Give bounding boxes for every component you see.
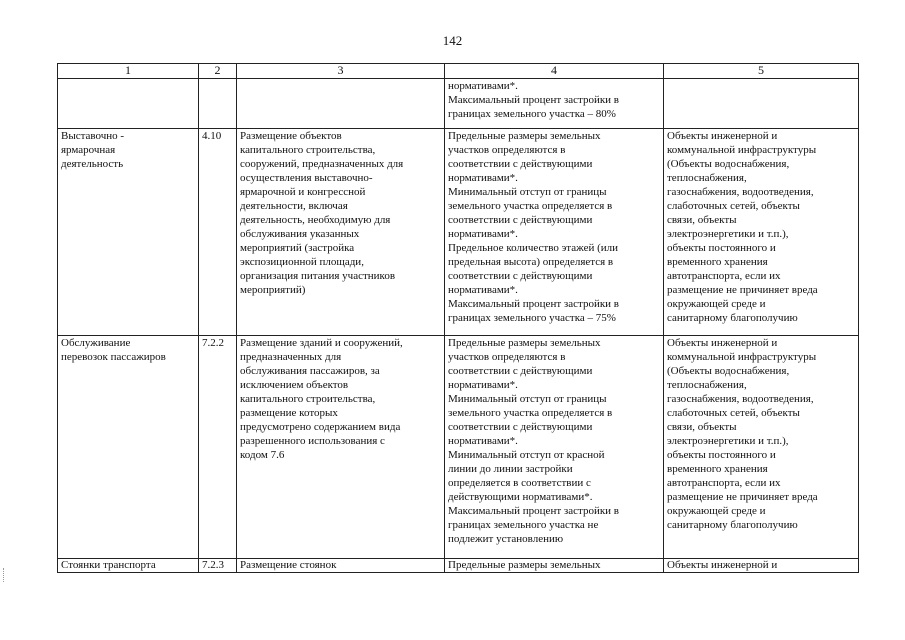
cell-text-line: нормативами*. (448, 284, 518, 296)
page-number: 142 (442, 33, 463, 48)
cell-text-line: Стоянки транспорта (61, 559, 156, 571)
cell-text-line: Предельные размеры земельных (448, 559, 601, 571)
cell-text-line: связи, объекты (667, 214, 737, 226)
cell-text-line: Объекты инженерной и (667, 130, 778, 142)
cell-text-line: 7.2.2 (202, 337, 224, 349)
cell-text-line: Предельные размеры земельных (448, 337, 601, 349)
cell-text-line: 7.2.3 (202, 559, 224, 571)
cell-text-line: Максимальный процент застройки в (448, 94, 619, 106)
cell-text-line: границах земельного участка – 75% (448, 312, 616, 324)
cell-auxiliary-uses (664, 79, 859, 129)
cell-text-line: теплоснабжения, (667, 379, 747, 391)
cell-text-line: нормативами*. (448, 379, 518, 391)
cell-code (199, 336, 237, 559)
table-row (58, 79, 859, 129)
cell-text-line: капитального строительства, (240, 393, 376, 405)
table-header-row (58, 64, 859, 79)
cell-text-line: газоснабжения, водоотведения, (667, 393, 814, 405)
cell-parameters (445, 79, 664, 129)
cell-text-line: Обслуживание (61, 337, 131, 349)
cell-text-line: предельная высота) определяется в (448, 256, 614, 268)
cell-text-line: разрешенного использования с (240, 435, 385, 447)
cell-text-line: Предельные размеры земельных (448, 130, 601, 142)
cell-text-line: соответствии с действующими (448, 365, 593, 377)
cell-text-line: Минимальный отступ от красной (448, 449, 605, 461)
cell-text-line: ярмарочной и конгрессной (240, 186, 366, 198)
cell-use-name (58, 129, 199, 336)
cell-text-line: земельного участка определяется в (448, 407, 613, 419)
cell-text-line: мероприятий) (240, 284, 306, 296)
cell-text-line: экспозиционной площади, (240, 256, 364, 268)
cell-text-line: нормативами*. (448, 172, 518, 184)
column-header: 1 (58, 64, 199, 79)
cell-text-line: капитального строительства, (240, 144, 376, 156)
cell-text-line: мероприятий (застройка (240, 242, 355, 254)
cell-text-line: временного хранения (667, 463, 768, 475)
cell-text-line: нормативами*. (448, 435, 518, 447)
cell-text-line: ярмарочная (61, 144, 116, 156)
cell-text-line: Предельное количество этажей (или (448, 242, 619, 254)
zoning-table (57, 63, 859, 573)
cell-text-line: коммунальной инфраструктуры (667, 144, 817, 156)
cell-description (237, 559, 445, 573)
cell-parameters (445, 559, 664, 573)
cell-text-line: предусмотрено содержанием вида (240, 421, 401, 433)
cell-description (237, 79, 445, 129)
column-header: 2 (199, 64, 237, 79)
cell-text-line: границах земельного участка – 80% (448, 108, 616, 120)
cell-use-name (58, 559, 199, 573)
cell-text-line: кодом 7.6 (240, 449, 285, 461)
cell-text-line: определяется в соответствии с (448, 477, 591, 489)
cell-text-line: обслуживания пассажиров, за (240, 365, 380, 377)
cell-text-line: Объекты инженерной и (667, 337, 778, 349)
cell-text-line: санитарному благополучию (667, 312, 798, 324)
cell-code (199, 79, 237, 129)
cell-text-line: автотранспорта, если их (667, 477, 781, 489)
cell-text-line: организация питания участников (240, 270, 396, 282)
cell-auxiliary-uses (664, 129, 859, 336)
cell-text-line: соответствии с действующими (448, 270, 593, 282)
cell-text-line: деятельность, необходимую для (240, 214, 391, 226)
cell-text-line: газоснабжения, водоотведения, (667, 186, 814, 198)
cell-text-line: Минимальный отступ от границы (448, 393, 607, 405)
cell-text-line: окружающей среде и (667, 505, 766, 517)
cell-text-line: санитарному благополучию (667, 519, 798, 531)
table-row (58, 336, 859, 559)
cell-text-line: участков определяются в (448, 351, 566, 363)
cell-text-line: нормативами*. (448, 80, 518, 92)
column-header: 3 (237, 64, 445, 79)
cell-text-line: нормативами*. (448, 228, 518, 240)
cell-text-line: линии до линии застройки (448, 463, 573, 475)
cell-text-line: деятельность (61, 158, 124, 170)
cell-text-line: размещение не причиняет вреда (667, 491, 818, 503)
cell-text-line: подлежит установлению (448, 533, 564, 545)
cell-text-line: коммунальной инфраструктуры (667, 351, 817, 363)
cell-auxiliary-uses (664, 336, 859, 559)
cell-text-line: сооружений, предназначенных для (240, 158, 404, 170)
cell-text-line: электроэнергетики и т.п.), (667, 435, 789, 447)
cell-code (199, 559, 237, 573)
cell-text-line: Максимальный процент застройки в (448, 505, 619, 517)
cell-text-line: Размещение зданий и сооружений, (240, 337, 403, 349)
cell-text-line: осуществления выставочно- (240, 172, 373, 184)
cell-text-line: соответствии с действующими (448, 421, 593, 433)
cell-text-line: перевозок пассажиров (61, 351, 166, 363)
cell-description (237, 129, 445, 336)
cell-text-line: Минимальный отступ от границы (448, 186, 607, 198)
cell-text-line: (Объекты водоснабжения, (667, 365, 790, 377)
cell-text-line: границах земельного участка не (448, 519, 599, 531)
cell-text-line: размещение которых (240, 407, 338, 419)
cell-text-line: Размещение стоянок (240, 559, 337, 571)
cell-text-line: предназначенных для (240, 351, 342, 363)
cell-text-line: 4.10 (202, 130, 222, 142)
cell-description (237, 336, 445, 559)
cell-text-line: земельного участка определяется в (448, 200, 613, 212)
cell-auxiliary-uses (664, 559, 859, 573)
column-header: 5 (664, 64, 859, 79)
cell-parameters (445, 129, 664, 336)
cell-text-line: электроэнергетики и т.п.), (667, 228, 789, 240)
cell-text-line: обслуживания указанных (240, 228, 360, 240)
cell-text-line: Выставочно - (61, 130, 125, 142)
cell-text-line: (Объекты водоснабжения, (667, 158, 790, 170)
cell-text-line: Размещение объектов (240, 130, 342, 142)
cell-text-line: действующими нормативами*. (448, 491, 593, 503)
cell-text-line: Объекты инженерной и (667, 559, 778, 571)
cell-text-line: окружающей среде и (667, 298, 766, 310)
cell-text-line: объекты постоянного и (667, 242, 776, 254)
cell-text-line: размещение не причиняет вреда (667, 284, 818, 296)
cell-text-line: автотранспорта, если их (667, 270, 781, 282)
cell-text-line: Максимальный процент застройки в (448, 298, 619, 310)
column-header: 4 (445, 64, 664, 79)
cell-use-name (58, 79, 199, 129)
scan-margin-mark (3, 568, 8, 582)
cell-text-line: теплоснабжения, (667, 172, 747, 184)
cell-use-name (58, 336, 199, 559)
table-row (58, 129, 859, 336)
table-row (58, 559, 859, 573)
cell-code (199, 129, 237, 336)
cell-text-line: соответствии с действующими (448, 158, 593, 170)
cell-text-line: временного хранения (667, 256, 768, 268)
cell-text-line: объекты постоянного и (667, 449, 776, 461)
cell-text-line: исключением объектов (240, 379, 349, 391)
cell-text-line: участков определяются в (448, 144, 566, 156)
cell-text-line: соответствии с действующими (448, 214, 593, 226)
cell-parameters (445, 336, 664, 559)
cell-text-line: связи, объекты (667, 421, 737, 433)
cell-text-line: слаботочных сетей, объекты (667, 407, 800, 419)
cell-text-line: слаботочных сетей, объекты (667, 200, 800, 212)
cell-text-line: деятельности, включая (240, 200, 348, 212)
